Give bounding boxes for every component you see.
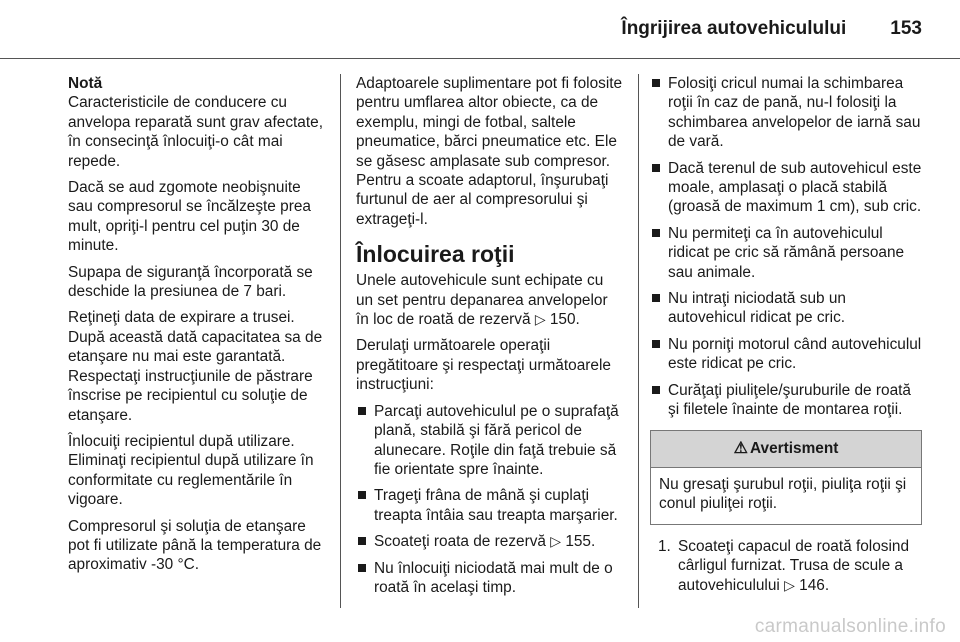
paragraph: Compresorul şi soluţia de etanşare pot fi utilizate până la temperatura de aproximativ -30 °C.: [68, 517, 322, 574]
paragraph: Supapa de siguranţă încorporată se deschide la presiunea de 7 bari.: [68, 263, 313, 301]
safety-list: [650, 74, 922, 420]
warning-box: [650, 430, 922, 525]
adapter-paragraph: Adaptoarele suplimentare pot fi folosite pentru umflarea altor obiecte, ca de exemplu, mingi de fotbal, saltele pneumatice, bărci pneumatice etc. Ele se găsesc amplasate sub compresor. Pentru a scoate adaptorul, înşurubaţi furtunul de aer al compresorului şi extrageţi-l.: [356, 75, 623, 228]
page-ref-arrow-icon: ▷: [784, 576, 795, 593]
bullet-square-icon: [358, 407, 366, 415]
list-item: [650, 289, 922, 328]
bullet-square-icon: [652, 229, 660, 237]
page-ref[interactable]: 146.: [799, 576, 830, 594]
steps-list: [650, 537, 922, 595]
note-heading: Notă: [68, 75, 103, 92]
list-item-text: Dacă terenul de sub autovehicul este moale, amplasaţi o placă stabilă (groasă de maximum 1 cm), sub cric.: [668, 159, 922, 216]
column-1: [68, 74, 328, 582]
list-item-text: Parcaţi autovehiculul pe o suprafaţă plană, stabilă şi fără pericol de alunecare. Roţile din faţă trebuie să fie orientate spre înainte.: [374, 402, 619, 478]
list-item-text: Trageţi frâna de mână şi cuplaţi treapta întâia sau treapta marşarier.: [374, 487, 618, 524]
list-item-text: Curăţaţi piuliţele/şuruburile de roată şi filetele înainte de montarea roţii.: [668, 381, 911, 419]
header-rule: [0, 58, 960, 59]
warning-text: Nu gresaţi şurubul roţii, piuliţa roţii şi conul piuliţei roţii.: [659, 475, 907, 513]
bullet-square-icon: [358, 564, 366, 572]
column-2: [356, 74, 624, 604]
list-item: [650, 74, 922, 152]
list-item-text: Nu intraţi niciodată sub un autovehicul ridicat pe cric.: [668, 290, 846, 327]
paragraph: Înlocuiţi recipientul după utilizare. Eliminaţi recipientul după utilizare în conformitate cu reglementările în vigoare.: [68, 432, 314, 509]
list-item: [356, 532, 624, 551]
warning-title: Avertisment: [749, 439, 839, 457]
list-item: [650, 224, 922, 282]
bullet-square-icon: [652, 340, 660, 348]
list-item-text: Nu permiteţi ca în autovehiculul ridicat pe cric să rămână persoane sau animale.: [668, 224, 905, 281]
list-item: [356, 559, 624, 598]
list-item-text: Scoateţi roata de rezervă: [374, 533, 546, 551]
bullet-square-icon: [358, 491, 366, 499]
paragraph: Reţineţi data de expirare a trusei. După această dată capacitatea sa de etanşare nu mai este garantată. Respectaţi instrucţiunile de păstrare înscrise pe recipientul cu soluţie de etanşare.: [68, 309, 323, 424]
column-3: [650, 74, 922, 595]
column-divider-2: [638, 74, 639, 608]
warning-triangle-icon: ⚠: [733, 439, 748, 457]
bullet-square-icon: [652, 164, 660, 172]
paragraph: Derulaţi următoarele operaţii pregătitoare şi respectaţi următoarele instrucţiuni:: [356, 337, 611, 394]
bullet-square-icon: [358, 537, 366, 545]
bullet-square-icon: [652, 294, 660, 302]
paragraph-text: Unele autovehicule sunt echipate cu un set pentru depanarea anvelopelor în loc de roată de rezervă: [356, 272, 608, 329]
step-text: Scoateţi capacul de roată folosind cârligul furnizat. Trusa de scule a autovehiculului: [678, 537, 910, 594]
page-title: Îngrijirea autovehiculului: [621, 18, 847, 39]
list-item: [356, 486, 624, 525]
list-item: [650, 159, 922, 217]
page-ref-arrow-icon: ▷: [550, 533, 562, 550]
list-item-text: Nu porniţi motorul când autovehiculul este ridicat pe cric.: [668, 335, 922, 373]
list-item-text: Nu înlocuiţi niciodată mai mult de o roată în acelaşi timp.: [374, 559, 613, 596]
list-item: [356, 402, 624, 480]
note-paragraph: Caracteristicile de conducere cu anvelopa reparată sunt grav afectate, în consecinţă înlocuiţi-o cât mai repede.: [68, 94, 323, 170]
list-item: [650, 335, 922, 374]
page-number: 153: [890, 18, 922, 39]
page-header: [621, 18, 922, 40]
list-item-text: Folosiţi cricul numai la schimbarea roţii în caz de pană, nu-l folosiţi la schimbarea anvelopelor de iarnă sau de vară.: [668, 75, 921, 151]
warning-header: [651, 431, 921, 468]
step-item: [650, 537, 922, 595]
page-ref-arrow-icon: ▷: [534, 311, 546, 328]
section-title: Înlocuirea roţii: [356, 241, 515, 268]
list-item: [650, 381, 922, 420]
column-divider-1: [340, 74, 341, 608]
instruction-list: [356, 402, 624, 598]
step-number: 1.: [658, 537, 671, 555]
page-ref[interactable]: 155.: [565, 533, 596, 551]
page-ref[interactable]: 150.: [549, 311, 580, 329]
bullet-square-icon: [652, 79, 660, 87]
paragraph: [356, 271, 624, 329]
bullet-square-icon: [652, 386, 660, 394]
watermark: carmanualsonline.info: [754, 616, 946, 637]
paragraph: Dacă se aud zgomote neobişnuite sau compresorul se încălzeşte prea mult, opriţi-l pentru cel puţin 30 de minute.: [68, 179, 311, 255]
